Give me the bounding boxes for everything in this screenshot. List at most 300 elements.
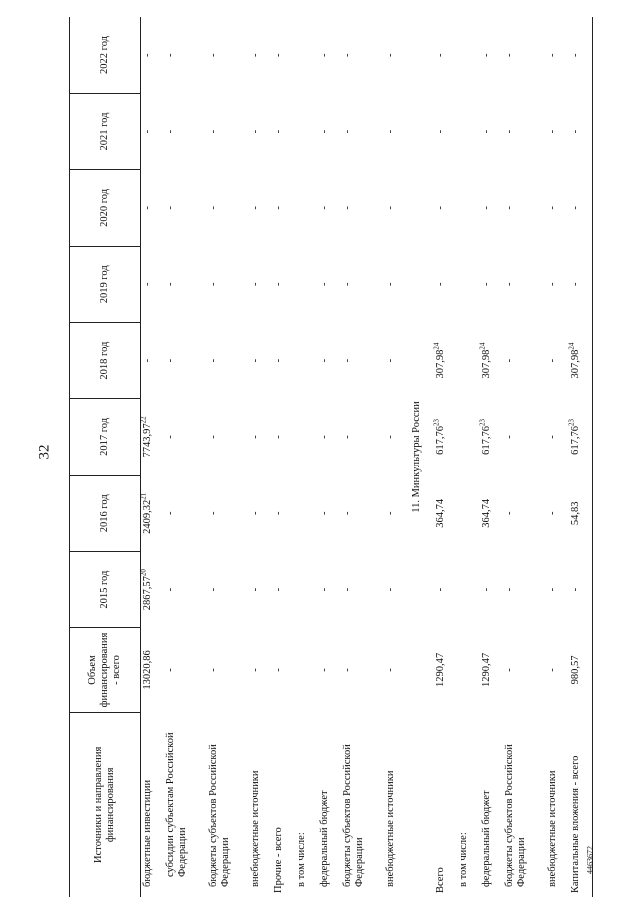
table-cell: [318, 93, 341, 169]
table-cell: [141, 322, 165, 398]
table-cell: [569, 399, 593, 475]
cell-value: -: [319, 53, 331, 57]
cell-value: 307,98: [435, 349, 447, 379]
table-cell: [503, 170, 546, 246]
cell-value: -: [569, 53, 581, 57]
table-cell: [272, 628, 295, 712]
table-cell: [141, 17, 165, 93]
cell-value: 7743,97: [142, 423, 153, 458]
cell-value: -: [142, 282, 153, 286]
table-cell: [569, 475, 593, 551]
cell-value: -: [504, 53, 516, 57]
cell-value: 2867,57: [142, 576, 153, 611]
cell-value: -: [165, 435, 177, 439]
cell-value: -: [250, 668, 262, 672]
footnote-marker: 24: [478, 342, 487, 350]
table-cell: [272, 170, 295, 246]
cell-value: -: [384, 282, 396, 286]
header-total-volume: Объем финансирования - всего: [70, 628, 141, 712]
header-year-2017: 2017 год: [70, 399, 141, 475]
table-cell: [249, 93, 272, 169]
cell-value: -: [142, 53, 153, 57]
table-row: [457, 17, 480, 897]
cell-value: 2409,32: [142, 499, 153, 534]
table-row: [569, 17, 593, 897]
cell-value: -: [273, 53, 285, 57]
cell-value: -: [546, 587, 558, 592]
cell-value: -: [273, 129, 285, 134]
cell-value: -: [384, 206, 396, 210]
table-cell: [295, 322, 318, 398]
table-cell: [295, 475, 318, 551]
table-cell: [295, 399, 318, 475]
cell-value: -: [546, 511, 558, 516]
table-cell: [434, 551, 457, 627]
table-cell: [341, 475, 384, 551]
cell-value: -: [435, 587, 447, 592]
row-label: внебюджетные источники: [250, 770, 262, 887]
table-cell: [384, 93, 407, 169]
cell-value: -: [384, 129, 396, 134]
page-number: 32: [36, 444, 53, 460]
table-cell: [546, 93, 569, 169]
cell-value: -: [342, 587, 354, 592]
footnote-marker: 23: [567, 419, 576, 426]
cell-value: -: [384, 587, 396, 592]
table-cell: [141, 475, 165, 551]
table-cell: [341, 399, 384, 475]
cell-value: -: [250, 511, 262, 516]
row-label: Всего: [435, 867, 447, 893]
table-cell: [569, 322, 593, 398]
cell-value: -: [250, 129, 262, 134]
table-cell: [249, 399, 272, 475]
table-cell: [434, 628, 457, 712]
table-cell: [480, 399, 503, 475]
table-cell: [249, 322, 272, 398]
cell-value: -: [435, 129, 447, 134]
cell-value: 13020,86: [142, 650, 153, 690]
table-cell: [546, 551, 569, 627]
cell-value: -: [250, 358, 262, 363]
table-cell: [480, 628, 503, 712]
cell-value: -: [342, 668, 354, 672]
row-label: Капитальные вложения - всего: [569, 712, 593, 897]
row-label: субсидии субъектам Российской Федерации: [165, 732, 189, 877]
header-year-2015: 2015 год: [70, 551, 141, 627]
table-cell: [341, 551, 384, 627]
table-cell: [318, 628, 341, 712]
cell-value: -: [273, 511, 285, 516]
table-cell: [318, 551, 341, 627]
row-label: бюджетные инвестиции: [142, 779, 153, 887]
cell-value: -: [207, 511, 219, 516]
table-cell: [207, 93, 250, 169]
cell-value: -: [165, 668, 177, 672]
section-title: 11. Минкультуры России: [410, 401, 422, 513]
cell-value: 307,98: [569, 349, 581, 379]
table-cell: [503, 17, 546, 93]
table-row: [434, 17, 457, 897]
header-year-2021: 2021 год: [70, 93, 141, 169]
cell-value: -: [384, 435, 396, 439]
table-cell: [569, 628, 593, 712]
cell-value: -: [207, 668, 219, 672]
table-row: [546, 17, 569, 897]
cell-value: -: [273, 206, 285, 210]
cell-value: -: [142, 129, 153, 134]
row-label: федеральный бюджет: [319, 790, 331, 887]
footnote-marker: 20: [139, 569, 148, 577]
cell-value: -: [165, 282, 177, 286]
table-cell: [503, 628, 546, 712]
table-cell: [164, 475, 207, 551]
funding-table-container: [69, 17, 593, 897]
table-cell: [384, 399, 407, 475]
header-year-2022: 2022 год: [70, 17, 141, 93]
cell-value: -: [435, 206, 447, 210]
table-row: [318, 17, 341, 897]
cell-value: -: [504, 668, 516, 672]
table-cell: [207, 475, 250, 551]
table-cell: [434, 170, 457, 246]
row-label: федеральный бюджет: [481, 790, 493, 887]
cell-value: -: [481, 282, 493, 286]
footnote-marker: 23: [432, 419, 441, 426]
table-cell: [384, 475, 407, 551]
table-cell: [457, 399, 480, 475]
table-cell: [434, 93, 457, 169]
table-cell: [249, 246, 272, 322]
table-header-row: [70, 17, 141, 897]
footnote-marker: 21: [139, 492, 148, 500]
cell-value: 364,74: [435, 498, 447, 528]
cell-value: -: [569, 282, 581, 286]
cell-value: -: [165, 129, 177, 134]
table-cell: [272, 246, 295, 322]
cell-value: 617,76: [569, 426, 581, 455]
table-cell: [249, 17, 272, 93]
cell-value: -: [207, 435, 219, 439]
table-cell: [249, 475, 272, 551]
table-cell: [249, 170, 272, 246]
cell-value: 1290,47: [435, 652, 447, 688]
table-cell: [207, 399, 250, 475]
table-body: [141, 17, 593, 897]
cell-value: -: [142, 358, 153, 363]
table-cell: [546, 246, 569, 322]
table-cell: [341, 322, 384, 398]
cell-value: -: [207, 206, 219, 210]
table-cell: [341, 93, 384, 169]
table-cell: [207, 322, 250, 398]
document-code: 4463672: [585, 846, 595, 874]
cell-value: -: [207, 129, 219, 134]
table-cell: [503, 93, 546, 169]
table-cell: [480, 551, 503, 627]
table-cell: [164, 246, 207, 322]
cell-value: -: [250, 282, 262, 286]
table-cell: [318, 475, 341, 551]
table-cell: [434, 17, 457, 93]
table-row: [295, 17, 318, 897]
cell-value: -: [165, 511, 177, 516]
cell-value: -: [384, 53, 396, 57]
cell-value: -: [165, 358, 177, 363]
table-cell: [295, 246, 318, 322]
cell-value: -: [142, 206, 153, 210]
table-cell: [164, 17, 207, 93]
cell-value: -: [273, 358, 285, 363]
table-cell: [295, 628, 318, 712]
cell-value: -: [273, 587, 285, 592]
cell-value: -: [481, 206, 493, 210]
row-label: бюджеты субъектов Российской Федерации: [342, 744, 366, 887]
table-cell: [272, 17, 295, 93]
table-cell: [480, 93, 503, 169]
table-row: [384, 17, 407, 897]
cell-value: -: [319, 587, 331, 592]
cell-value: -: [319, 206, 331, 210]
table-row: [272, 17, 295, 897]
cell-value: -: [207, 587, 219, 592]
cell-value: -: [481, 129, 493, 134]
table-row: [503, 17, 546, 897]
table-row: [141, 17, 165, 897]
table-cell: [295, 93, 318, 169]
table-row: [207, 17, 250, 897]
table-cell: [480, 17, 503, 93]
table-cell: [141, 399, 165, 475]
table-cell: [546, 475, 569, 551]
cell-value: -: [319, 435, 331, 439]
table-cell: [480, 246, 503, 322]
cell-value: -: [250, 587, 262, 592]
cell-value: -: [342, 435, 354, 439]
header-year-2019: 2019 год: [70, 246, 141, 322]
table-cell: [546, 170, 569, 246]
header-year-2020: 2020 год: [70, 170, 141, 246]
table-cell: [457, 170, 480, 246]
cell-value: -: [319, 511, 331, 516]
cell-value: 617,76: [435, 426, 447, 455]
cell-value: -: [546, 53, 558, 57]
cell-value: -: [342, 511, 354, 516]
table-cell: [457, 322, 480, 398]
table-cell: [457, 246, 480, 322]
cell-value: -: [342, 282, 354, 286]
cell-value: -: [165, 206, 177, 210]
cell-value: -: [207, 53, 219, 57]
table-cell: [272, 551, 295, 627]
row-label: внебюджетные источники: [384, 770, 396, 887]
header-year-2018: 2018 год: [70, 322, 141, 398]
cell-value: -: [250, 435, 262, 439]
cell-value: -: [481, 53, 493, 57]
table-cell: [272, 93, 295, 169]
cell-value: -: [504, 587, 516, 592]
table-cell: [207, 246, 250, 322]
footnote-marker: 24: [567, 342, 576, 350]
table-cell: [318, 322, 341, 398]
table-row: [249, 17, 272, 897]
table-cell: [341, 628, 384, 712]
table-cell: [164, 551, 207, 627]
section-row: [407, 17, 435, 897]
table-cell: [164, 628, 207, 712]
cell-value: -: [546, 129, 558, 134]
table-cell: [164, 170, 207, 246]
table-cell: [141, 170, 165, 246]
table-cell: [569, 246, 593, 322]
table-cell: [384, 246, 407, 322]
row-label: бюджеты субъектов Российской Федерации: [504, 744, 528, 887]
table-cell: [272, 322, 295, 398]
row-label: в том числе:: [296, 832, 308, 887]
table-cell: [207, 628, 250, 712]
cell-value: -: [435, 53, 447, 57]
table-cell: [164, 322, 207, 398]
table-cell: [164, 399, 207, 475]
table-cell: [569, 551, 593, 627]
cell-value: -: [319, 129, 331, 134]
cell-value: -: [504, 435, 516, 439]
footnote-marker: 23: [478, 419, 487, 426]
table-cell: [341, 17, 384, 93]
table-row: [480, 17, 503, 897]
table-cell: [141, 93, 165, 169]
cell-value: -: [546, 358, 558, 363]
cell-value: -: [342, 206, 354, 210]
table-cell: [384, 170, 407, 246]
table-cell: [272, 475, 295, 551]
cell-value: -: [273, 282, 285, 286]
cell-value: -: [569, 587, 581, 592]
cell-value: -: [435, 282, 447, 286]
cell-value: -: [384, 668, 396, 672]
table-cell: [272, 399, 295, 475]
table-row: [164, 17, 207, 897]
table-cell: [341, 246, 384, 322]
table-cell: [503, 322, 546, 398]
table-cell: [480, 170, 503, 246]
cell-value: -: [319, 358, 331, 363]
cell-value: 980,57: [569, 655, 581, 685]
cell-value: -: [569, 206, 581, 210]
table-cell: [384, 17, 407, 93]
table-cell: [384, 628, 407, 712]
cell-value: 617,76: [481, 426, 493, 455]
table-cell: [141, 551, 165, 627]
table-cell: [503, 551, 546, 627]
row-label: бюджеты субъектов Российской Федерации: [207, 744, 231, 887]
cell-value: -: [504, 282, 516, 286]
table-cell: [434, 246, 457, 322]
table-cell: [503, 475, 546, 551]
table-row: [341, 17, 384, 897]
table-cell: [569, 17, 593, 93]
table-cell: [503, 399, 546, 475]
table-cell: [318, 170, 341, 246]
cell-value: -: [319, 668, 331, 672]
cell-value: -: [384, 511, 396, 516]
cell-value: -: [342, 53, 354, 57]
table-cell: [434, 475, 457, 551]
cell-value: -: [319, 282, 331, 286]
table-cell: [295, 170, 318, 246]
funding-table: [69, 17, 593, 897]
table-cell: [141, 246, 165, 322]
footnote-marker: 24: [432, 342, 441, 350]
header-year-2016: 2016 год: [70, 475, 141, 551]
footnote-marker: 22: [139, 416, 148, 424]
table-cell: [457, 17, 480, 93]
table-cell: [546, 322, 569, 398]
table-cell: [318, 17, 341, 93]
cell-value: -: [546, 206, 558, 210]
table-cell: [164, 93, 207, 169]
table-cell: [341, 170, 384, 246]
cell-value: -: [546, 668, 558, 672]
table-cell: [141, 628, 165, 712]
cell-value: -: [165, 587, 177, 592]
cell-value: 1290,47: [481, 652, 493, 688]
table-cell: [569, 170, 593, 246]
cell-value: -: [273, 668, 285, 672]
cell-value: -: [250, 53, 262, 57]
cell-value: -: [250, 206, 262, 210]
table-cell: [457, 93, 480, 169]
cell-value: -: [165, 53, 177, 57]
table-cell: [207, 551, 250, 627]
table-cell: [546, 399, 569, 475]
cell-value: 54,83: [569, 501, 581, 526]
cell-value: -: [569, 129, 581, 134]
table-cell: [318, 246, 341, 322]
row-label: в том числе:: [458, 832, 470, 887]
table-cell: [480, 475, 503, 551]
cell-value: -: [207, 358, 219, 363]
cell-value: 307,98: [481, 349, 493, 379]
table-cell: [249, 551, 272, 627]
cell-value: 364,74: [481, 498, 493, 528]
table-cell: [207, 170, 250, 246]
table-cell: [546, 17, 569, 93]
table-cell: [384, 322, 407, 398]
cell-value: -: [384, 358, 396, 363]
table-cell: [295, 17, 318, 93]
header-sources: Источники и направления финансирования: [70, 712, 141, 897]
table-cell: [434, 399, 457, 475]
table-cell: [249, 628, 272, 712]
cell-value: -: [342, 358, 354, 363]
table-cell: [457, 475, 480, 551]
table-cell: [569, 93, 593, 169]
cell-value: -: [504, 129, 516, 134]
row-label: Прочие - всего: [273, 827, 285, 893]
cell-value: -: [504, 358, 516, 363]
table-cell: [457, 628, 480, 712]
table-cell: [457, 551, 480, 627]
table-cell: [480, 322, 503, 398]
cell-value: -: [481, 587, 493, 592]
table-cell: [434, 322, 457, 398]
cell-value: -: [504, 206, 516, 210]
cell-value: -: [504, 511, 516, 516]
cell-value: -: [342, 129, 354, 134]
row-label: внебюджетные источники: [546, 770, 558, 887]
table-cell: [295, 551, 318, 627]
